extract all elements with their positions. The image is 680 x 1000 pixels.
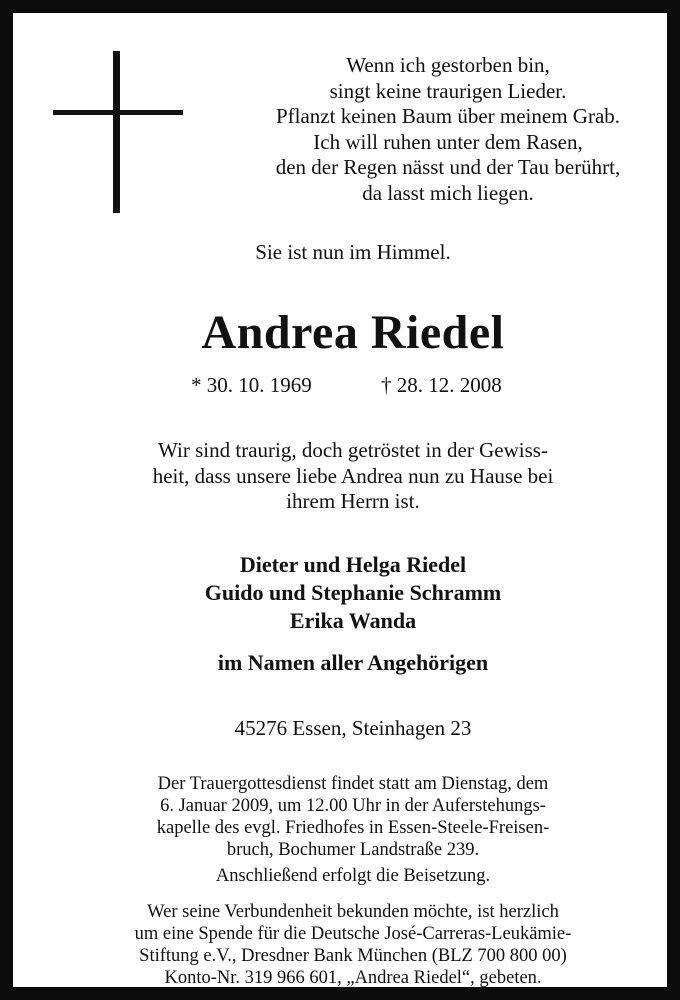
poem-line: da lasst mich liegen. xyxy=(362,180,534,205)
service-line: 6. Januar 2009, um 12.00 Uhr in der Auferstehungs- xyxy=(160,796,546,816)
heaven-line: Sie ist nun im Himmel. xyxy=(255,240,451,264)
comfort-line: Wir sind traurig, doch getröstet in der Gewiss- xyxy=(158,438,548,462)
death-date: † 28. 12. 2008 xyxy=(381,373,502,397)
donation-line: Stiftung e.V., Dresdner Bank München (BLZ 700 800 00) xyxy=(139,946,567,966)
donation-request xyxy=(13,901,680,989)
service-line: bruch, Bochumer Landstraße 239. xyxy=(226,840,480,860)
family-address: 45276 Essen, Steinhagen 23 xyxy=(234,716,472,740)
poem-line: singt keine traurigen Lieder. xyxy=(329,78,567,103)
mourner-name: Guido und Stephanie Schramm xyxy=(204,580,502,605)
service-line: kapelle des evgl. Friedhofes in Essen-Steele-Freisen- xyxy=(156,818,550,838)
donation-line: Wer seine Verbundenheit bekunden möchte, ist herzlich xyxy=(147,902,559,922)
cross-horizontal-bar xyxy=(53,110,183,115)
comfort-line: heit, dass unsere liebe Andrea nun zu Hause bei xyxy=(152,463,554,488)
service-line: Der Trauergottesdienst findet statt am Dienstag, dem xyxy=(157,774,549,794)
birth-date: * 30. 10. 1969 xyxy=(191,373,312,397)
deceased-name: Andrea Riedel xyxy=(201,306,505,359)
poem-line: Wenn ich gestorben bin, xyxy=(346,53,550,77)
donation-line: Konto-Nr. 319 966 601, „Andrea Riedel“, gebeten. xyxy=(164,968,542,988)
latin-cross-icon xyxy=(53,51,183,213)
service-info xyxy=(13,773,680,861)
mourners-list xyxy=(13,551,680,635)
poem xyxy=(228,53,668,206)
mourner-name: Erika Wanda xyxy=(289,608,417,633)
comfort-line: ihrem Herrn ist. xyxy=(286,489,420,513)
donation-line: um eine Spende für die Deutsche José-Carreras-Leukämie- xyxy=(134,924,572,944)
mourner-name: Dieter und Helga Riedel xyxy=(239,552,467,577)
cross-vertical-bar xyxy=(113,51,120,213)
on-behalf-line: im Namen aller Angehörigen xyxy=(217,650,489,675)
poem-line: den der Regen nässt und der Tau berührt, xyxy=(275,155,621,179)
poem-line: Pflanzt keinen Baum über meinem Grab. xyxy=(275,104,621,128)
burial-note: Anschließend erfolgt die Beisetzung. xyxy=(215,866,491,886)
poem-line: Ich will ruhen unter dem Rasen, xyxy=(313,129,583,154)
comfort-paragraph xyxy=(13,438,680,515)
